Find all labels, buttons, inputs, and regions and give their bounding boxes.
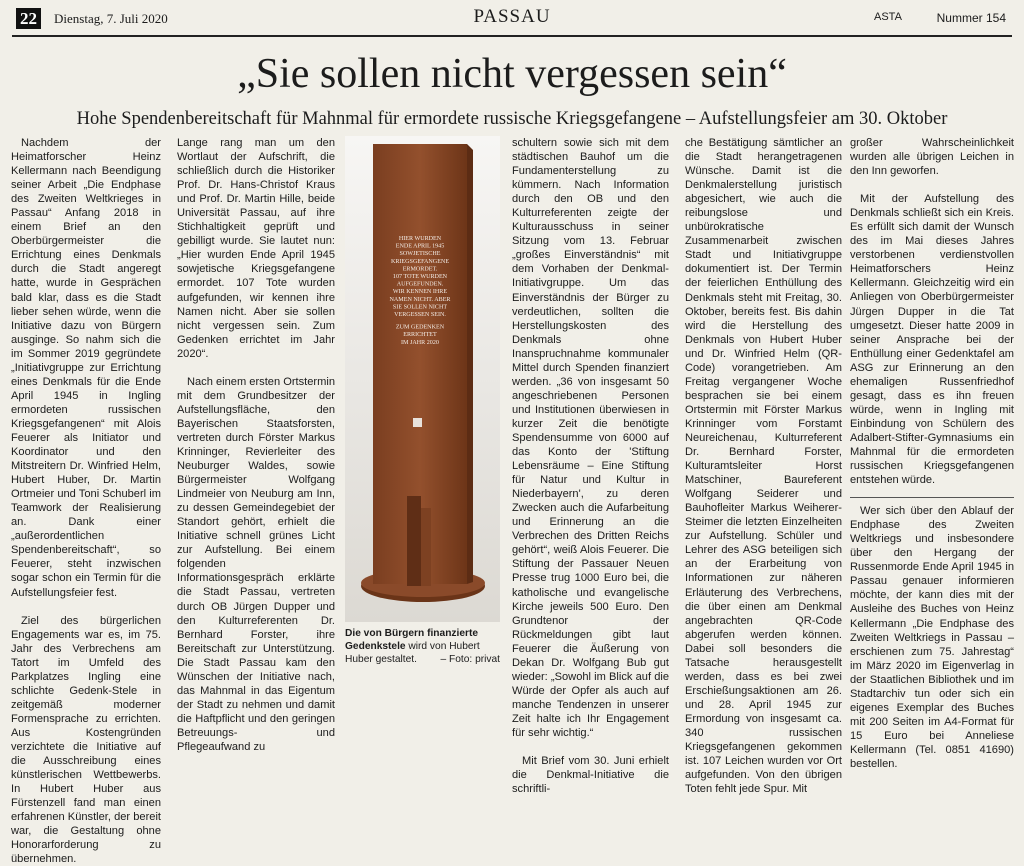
book-info-text: Wer sich über den Ablauf der Endphase des Zweiten Weltkriegs und insbesondere über den Hergang der Russenmorde Ende April 1945 in Passau genauer informieren möchte, der kann dies mit der Ausleihe des Buches von Heinz Kellermann „Die Endphase des Zweiten Weltkriegs in Passau – erschienen zum 75. Jahrestag“ im März 2020 im Eigenverlag in der Staatlichen Bibliothek und im Stadtarchiv tun oder sich ein eigenes Exemplar des Buches mit 200 Seiten im A4-Format für 15 Euro bei Anneliese Kellermann (Tel. 0851 41690) bestellen. bbox=[850, 505, 1014, 770]
support-fin bbox=[407, 496, 421, 586]
section-title: PASSAU bbox=[473, 6, 551, 27]
article-column-6 bbox=[850, 136, 1014, 771]
issue-date: Dienstag, 7. Juli 2020 bbox=[54, 11, 168, 26]
header-rule bbox=[12, 35, 1012, 37]
inscription-line: ENDE APRIL 1945 bbox=[395, 243, 445, 250]
photo-credit: – Foto: privat bbox=[440, 654, 500, 665]
qr-code bbox=[413, 418, 422, 427]
inscription-line: 107 TOTE WURDEN bbox=[392, 274, 448, 280]
brand-label: ASTA bbox=[874, 11, 902, 23]
paragraph: che Bestätigung sämtlicher an die Stadt herangetragenen Wünsche. Damit ist die Denkmalerstellung juristisch abgesichert, wie auch die reibungslose und unbürokratische Zusammenarbeit zwischen Stadt und Initiativgruppe dokumentiert ist. Der Termin der feierlichen Enthüllung des Denkmals steht mit Freitag, 30. Oktober, bereits fest. Bis dahin wird die Herstellung des Denkmals von Hubert Huber und Dr. Winfried Helm (QR-Code) vorangetrieben. Am Freitag vergangener Woche besprachen sie bei einem Ortstermin mit Förster Markus Krinninger vom Forstamt Neureichenau, Kulturreferent Dr. Bernhard Forster, Kulturamtsleiter Horst Matschiner, Baureferent Wolfgang Seiderer und Bauhofleiter Markus Weiherer-Steimer die letzten Einzelheiten zur Aufstellung. Schüler und Lehrer des ASG beteiligen sich an der Erarbeitung von Informationen zur näheren Erläuterung des Verbrechens, die über einen am Denkmal angebrachten QR-Code abgerufen werden können. Dabei soll besonders die Tatsache herausgestellt werden, dass es bei zwei Erschießungsaktionen am 26. und 28. April 1945 zur Ermordung von insgesamt ca. 340 russischen Kriegsgefangenen gekommen ist. 107 Leichen wurden vor Ort aufgefunden. Von den übrigen Toten fehlt jede Spur. Mit bbox=[685, 137, 842, 796]
subheadline: Hohe Spendenbereitschaft für Mahnmal für ermordete russische Kriegsgefangene – Aufstellungsfeier am 30. Oktober bbox=[76, 109, 948, 129]
paragraph: großer Wahrscheinlichkeit wurden alle übrigen Leichen in den Inn geworfen. bbox=[850, 137, 1014, 178]
inscription-line: ERRICHTET bbox=[403, 332, 437, 339]
inscription-line: ZUM GEDENKEN bbox=[395, 324, 445, 331]
inscription-line: NAMEN NICHT. ABER bbox=[389, 296, 451, 303]
page-header bbox=[8, 6, 1016, 34]
article-column-5 bbox=[685, 136, 842, 796]
stele-illustration bbox=[345, 136, 500, 622]
inscription-line: VERGESSEN SEIN. bbox=[394, 312, 446, 318]
photo-caption bbox=[345, 627, 500, 666]
inscription-line: SIE SOLLEN NICHT bbox=[392, 304, 448, 311]
inscription-line: IM JAHR 2020 bbox=[401, 339, 439, 346]
page-number: 22 bbox=[16, 8, 41, 29]
paragraph: schultern sowie sich mit dem städtischen Bauhof um die Fundamenterstellung zu kümmern. Nach Information durch den OB und den Kulturreferenten zeigte der Kulturausschuss in seiner Sitzung vom 13. Februar „großes Einverständnis“ mit dem Vorhaben der Denkmal-Initiativgruppe. Um das Einverständnis der Bürger zu verdeutlichen, sollten die Herstellungskosten des Denkmals ohne Inanspruchnahme kommunaler Mittel durch Spenden finanziert werden. „36 von insgesamt 50 angeschriebenen Personen und Institutionen überwiesen in kurzer Zeit die benötigte Spendensumme von 6000 auf das Konto der 'Stiftung Lebensräume – Eine Stiftung für Natur und Kultur in Niederbayern', zu deren Zwecken auch die Aufarbeitung und Erinnerung an die Verbrechen des Dritten Reichs gehört“, weiß Alois Feuerer. Die Stiftung der Passauer Neuen Presse trug 1000 Euro bei, die katholische und evangelische Kirche jeweils 500 Euro. Den Grundtenor der Rückmeldungen gibt laut Feuerer die Äußerung von Dekan Dr. Wolfgang Bub gut wieder: „Sowohl im Blick auf die Würde der Opfer als auch auf manche Tendenzen in unserer Zeit halte ich Ihr Engagement für sehr wichtig.“ bbox=[512, 137, 669, 739]
paragraph: Nachdem der Heimatforscher Heinz Kellermann nach Beendigung seiner Arbeit „Die Endphase des Zweiten Weltkrieges in Passau“ Anfang 2018 in einem Brief an den Oberbürgermeister die Errichtung eines Denkmals durch die Stadt angeregt hatte, wurde in Gesprächen bald klar, dass es die Stadt lieber sehen würde, wenn die Initiative dazu von Bürgern ausginge. So nahm sich die im Sommer 2019 gegründete „Initiativgruppe zur Errichtung eines Denkmals für die Ende April 1945 in Ingling ermordeten russischen Kriegsgefangenen“ mit Alois Feuerer als Initiator und Koordinator und den Mitstreitern Dr. Winfried Helm, Hubert Huber, Dr. Martin Ortmeier und Toni Schuberl im Teamwork der Realisierung an. Dank einer „außerordentlichen Spendenbereitschaft“, so Feuerer, steht inzwischen sogar schon ein Termin für die Aufstellungsfeier fest. bbox=[11, 137, 161, 599]
article-column-2 bbox=[177, 136, 335, 754]
inscription-line: HIER WURDEN bbox=[398, 236, 442, 242]
paragraph: Mit Brief vom 30. Juni erhielt die Denkmal-Initiative die schriftli- bbox=[512, 755, 669, 796]
article-column-4 bbox=[512, 136, 669, 796]
paragraph: Ziel des bürgerlichen Engagements war es, im 75. Jahr des Verbrechens am Tatort im Umfeld des Parkplatzes Ingling eine schlichte Gedenk-Stele in zeitgemäß moderner Formensprache zu errichten. Aus Kostengründen verzichtete die Initiative auf die Ausschreibung eines künstlerischen Wettbewerbs. In Hubert Huber aus Fürstenzell fand man einen erfahrenen Künstler, der bereit war, die Gestaltung ohne Honorarforderung zu übernehmen. bbox=[11, 614, 161, 866]
paragraph: Lange rang man um den Wortlaut der Aufschrift, die schließlich durch die Historiker Prof. Dr. Hans-Christof Kraus und Prof. Dr. Martin Hille, beide Universität Passau, auf ihre Stichhaltigkeit geprüft und gebilligt wurde. Sie lautet nun: „Hier wurden Ende April 1945 sowjetische Kriegsgefangene ermordet. 107 Tote wurden aufgefunden, wir kennen ihre Namen nicht. Aber sie sollen nicht vergessen sein. Zum Gedenken errichtet im Jahr 2020“. bbox=[177, 137, 335, 360]
article-column-1 bbox=[11, 136, 161, 866]
stele-photo bbox=[345, 136, 500, 622]
caption-text: wird von Hubert Huber gestaltet. bbox=[345, 641, 480, 665]
inscription-line: KRIEGSGEFANGENE bbox=[390, 258, 450, 265]
issue-number: Nummer 154 bbox=[936, 11, 1006, 25]
paragraph: Nach einem ersten Ortstermin mit dem Grundbesitzer der Aufstellungsfläche, den Bayerischen Staatsforsten, vertreten durch Förster Markus Krinninger, Revierleiter des Neuburger Waldes, sowie Bürgermeister Wolfgang Lindmeier von Neuburg am Inn, zu dessen Gemeindegebiet der Standort gehört, erhielt die Initiative schnell grünes Licht zur Aufstellung. Bei einem folgenden Informationsgespräch erklärte die Stadt Passau, vertreten durch OB Jürgen Dupper und den Kulturreferenten Dr. Bernhard Forster, ihre Bereitschaft zur Unterstützung. Die Stadt Passau kam den Wünschen der Initiative nach, das Mahnmal in das Eigentum der Stadt zu nehmen und damit die Haftpflicht und den geringen Betreuungs- und Pflegeaufwand zu bbox=[177, 375, 335, 753]
headline: „Sie sollen nicht vergessen sein“ bbox=[237, 51, 787, 97]
book-info-box bbox=[850, 497, 1014, 771]
inscription-line: AUFGEFUNDEN. bbox=[396, 281, 444, 288]
paragraph: Mit der Aufstellung des Denkmals schließt sich ein Kreis. Es erfüllt sich damit der Wunsch des im Mai dieses Jahres verstorbenen verdienstvollen Heimatforschers Heinz Kellermann. Gleichzeitig wird ein Anliegen von Oberbürgermeister Jürgen Dupper in die Tat umgesetzt. Dieser hatte 2009 in seiner Ansprache bei der Enthüllung einer Gedenktafel am ASG zur Erinnerung an den ehemaligen Russenfriedhof gesagt, dass es ihn freuen würde, wenn in Ingling mit Einbindung von Schülern des Adalbert-Stifter-Gymnasiums ein Mahnmal für die ermordeten russischen Kriegsgefangenen entstehen würde. bbox=[850, 193, 1014, 487]
caption-bold: Die von Bürgern finanzierte Gedenkstele bbox=[345, 628, 479, 652]
inscription-line: ERMORDET. bbox=[402, 266, 438, 273]
inscription-line: SOWJETISCHE bbox=[399, 251, 441, 258]
inscription-line: WIR KENNEN IHRE bbox=[392, 289, 448, 296]
